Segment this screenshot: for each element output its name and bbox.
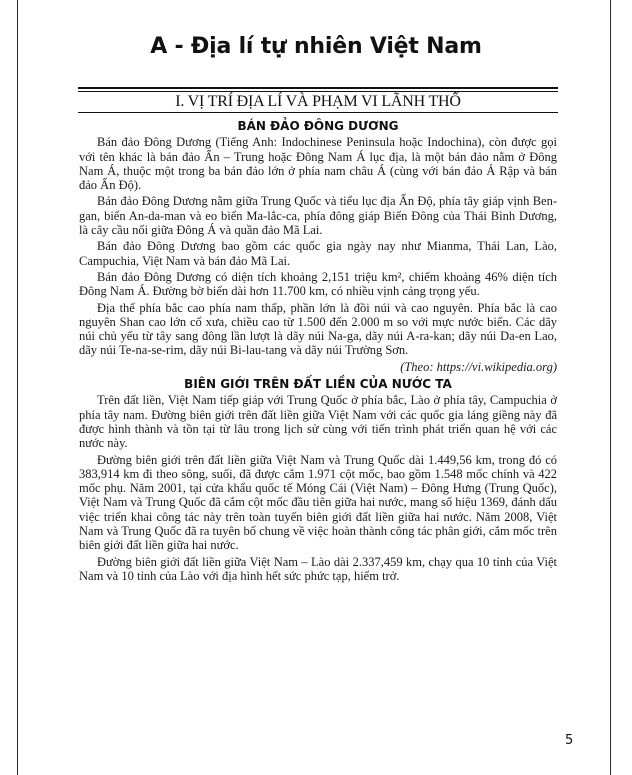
paragraph: Bán đảo Đông Dương bao gồm các quốc gia ngày nay như Mianma, Thái Lan, Lào, Campuchia, Việt Nam và bán đảo Mã Lai. xyxy=(79,239,557,268)
heading-rule-top-thin xyxy=(78,91,558,92)
chapter-title: A - Địa lí tự nhiên Việt Nam xyxy=(150,34,482,59)
subheading-ban-dao-dong-duong: BÁN ĐẢO ĐÔNG DƯƠNG xyxy=(237,119,399,133)
body-content xyxy=(79,119,557,585)
heading-rule-top xyxy=(78,87,558,89)
section-heading: I. VỊ TRÍ ĐỊA LÍ VÀ PHẠM VI LÃNH THỔ xyxy=(175,93,461,110)
paragraph: Trên đất liền, Việt Nam tiếp giáp với Trung Quốc ở phía bắc, Lào ở phía tây, Campuchia ở phía tây nam. Đường biên giới trên đất liền giữa Việt Nam với các quốc gia láng giềng này đã được hình thành và tồn tại từ lâu trong lịch sử cùng với tiến trình phát triển quan hệ với các nước này. xyxy=(79,393,557,451)
paragraph: Địa thế phía bắc cao phía nam thấp, phần lớn là đồi núi và cao nguyên. Phía bắc là cao nguyên Shan cao lớn cổ xưa, chiều cao từ 1.500 đến 2.000 m so với mực nước biển. Các dãy núi chủ yếu từ tây sang đông lần lượt là dãy núi Na-ga, dãy núi A-ra-kan; dãy núi Da-en Lao, dãy núi Te-na-se-rim, dãy núi Bi-lau-tang và dãy núi Trường Sơn. xyxy=(79,300,557,358)
page-left-border xyxy=(17,0,18,775)
paragraph: Bán đảo Đông Dương nằm giữa Trung Quốc và tiểu lục địa Ấn Độ, phía tây giáp vịnh Ben-gan, biển An-da-man và eo biển Ma-lắc-ca, phía đông giáp Biển Đông của Thái Bình Dương, là cây cầu nối giữa Đông Á và quần đảo Mã Lai. xyxy=(79,194,557,238)
heading-rule-bottom xyxy=(78,112,558,113)
source-citation: (Theo: https://vi.wikipedia.org) xyxy=(400,359,557,374)
paragraph: Bán đảo Đông Dương (Tiếng Anh: Indochinese Peninsula hoặc Indochina), còn được gọi với tên khác là bán đảo Ấn – Trung hoặc Đông Nam Á lục địa, là một bán đảo nằm ở Đông Nam Á, thuộc một trong ba bán đảo lớn ở phía nam châu Á (cùng với bán đảo Ả Rập và bán đảo Ấn Độ). xyxy=(79,135,557,193)
page-right-border xyxy=(610,0,611,775)
paragraph: Đường biên giới trên đất liền giữa Việt Nam và Trung Quốc dài 1.449,56 km, trong đó có 383,914 km đi theo sông, suối, đã được cắm 1.971 cột mốc, bao gồm 1.548 mốc chính và 422 mốc phụ. Năm 2001, tại cửa khẩu quốc tế Móng Cái (Việt Nam) – Đông Hưng (Trung Quốc), Việt Nam và Trung Quốc đã cắm cột mốc đầu tiên giữa hai nước, mang số hiệu 1369, đánh dấu việc triển khai công tác này trên toàn tuyến biên giới đất liền giữa hai nước. Năm 2008, Việt Nam và Trung Quốc đã ra tuyên bố chung về việc hoàn thành công tác phân giới, cắm mốc trên biên giới đất liền giữa hai nước. xyxy=(79,452,557,553)
page-number: 5 xyxy=(565,733,574,748)
paragraph: Đường biên giới đất liền giữa Việt Nam – Lào dài 2.337,459 km, chạy qua 10 tỉnh của Việt Nam và 10 tỉnh của Lào với địa hình hết sức phức tạp, hiểm trở. xyxy=(79,554,557,583)
subheading-bien-gioi: BIÊN GIỚI TRÊN ĐẤT LIỀN CỦA NƯỚC TA xyxy=(184,377,452,392)
paragraph: Bán đảo Đông Dương có diện tích khoảng 2,151 triệu km², chiếm khoảng 46% diện tích Đông Nam Á. Đường bờ biển dài hơn 11.700 km, có nhiều vịnh cảng trọng yếu. xyxy=(79,269,557,299)
